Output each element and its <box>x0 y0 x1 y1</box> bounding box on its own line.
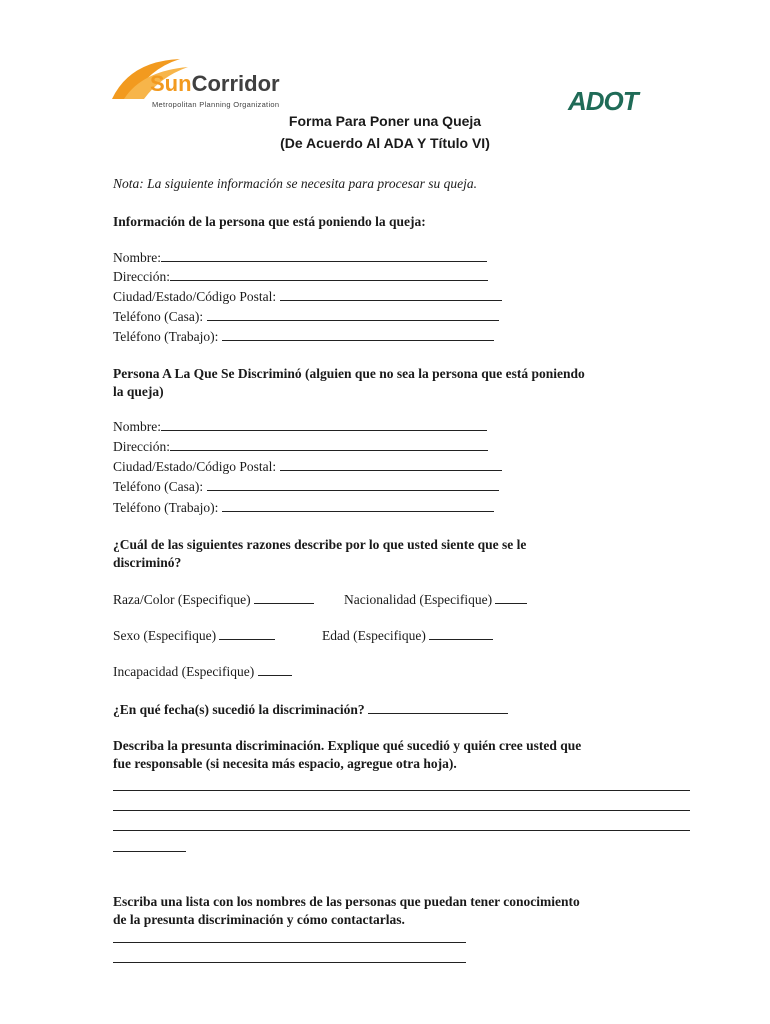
reasons-question-line1: ¿Cuál de las siguientes razones describe por lo que usted siente que se le <box>113 537 527 552</box>
field-label: Teléfono (Casa): <box>113 309 204 324</box>
disability-blank[interactable] <box>258 662 292 676</box>
sex-blank[interactable] <box>219 626 275 640</box>
victim-city-field[interactable] <box>113 457 502 477</box>
nationality-field[interactable] <box>344 590 527 610</box>
field-label: ¿En qué fecha(s) sucedió la discriminación? <box>113 702 365 717</box>
work-phone-blank[interactable] <box>222 327 494 341</box>
home-phone-blank[interactable] <box>207 307 499 321</box>
address-blank[interactable] <box>170 267 488 281</box>
describe-instructions-line2: fue responsable (si necesita más espacio, agregue otra hoja). <box>113 756 457 771</box>
field-label: Dirección: <box>113 439 170 454</box>
witnesses-instructions-line2: de la presunta discriminación y cómo contactarlas. <box>113 912 405 927</box>
field-label: Incapacidad (Especifique) <box>113 664 255 679</box>
field-label: Edad (Especifique) <box>322 628 426 643</box>
age-blank[interactable] <box>429 626 493 640</box>
field-label: Raza/Color (Especifique) <box>113 592 251 607</box>
witness-line[interactable] <box>113 942 466 943</box>
victim-home-phone-field[interactable] <box>113 477 499 497</box>
address-blank[interactable] <box>170 437 488 451</box>
field-label: Nombre: <box>113 250 161 265</box>
complainant-heading: Información de la persona que está poniendo la queja: <box>113 214 426 229</box>
reasons-question-line2: discriminó? <box>113 555 182 570</box>
home-phone-blank[interactable] <box>207 477 499 491</box>
city-blank[interactable] <box>280 457 502 471</box>
form-title-line1: Forma Para Poner una Queja <box>288 113 482 129</box>
form-title-line2: (De Acuerdo Al ADA Y Título VI) <box>280 135 490 151</box>
field-label: Dirección: <box>113 269 170 284</box>
work-phone-blank[interactable] <box>222 498 494 512</box>
victim-name-field[interactable] <box>113 417 487 437</box>
witnesses-instructions-line1: Escriba una lista con los nombres de las personas que puedan tener conocimiento <box>113 894 580 909</box>
description-line[interactable] <box>113 810 690 811</box>
age-field[interactable] <box>322 626 493 646</box>
nationality-blank[interactable] <box>495 590 527 604</box>
field-label: Ciudad/Estado/Código Postal: <box>113 459 277 474</box>
field-label: Sexo (Especifique) <box>113 628 217 643</box>
victim-heading-line1: Persona A La Que Se Discriminó (alguien que no sea la persona que está poniendo <box>113 366 585 381</box>
complainant-address-field[interactable] <box>113 267 488 287</box>
disability-field[interactable] <box>113 662 292 682</box>
date-blank[interactable] <box>368 700 508 714</box>
name-blank[interactable] <box>161 417 487 431</box>
date-field[interactable] <box>113 700 508 720</box>
field-label: Nombre: <box>113 419 161 434</box>
victim-heading-line2: la queja) <box>113 384 164 399</box>
field-label: Teléfono (Casa): <box>113 479 204 494</box>
description-line[interactable] <box>113 851 186 852</box>
field-label: Ciudad/Estado/Código Postal: <box>113 289 277 304</box>
city-blank[interactable] <box>280 287 502 301</box>
witness-line[interactable] <box>113 962 466 963</box>
description-line[interactable] <box>113 790 690 791</box>
describe-instructions-line1: Describa la presunta discriminación. Explique qué sucedió y quién cree usted que <box>113 738 582 753</box>
race-blank[interactable] <box>254 590 314 604</box>
field-label: Nacionalidad (Especifique) <box>344 592 493 607</box>
complainant-home-phone-field[interactable] <box>113 307 499 327</box>
suncorridor-logo <box>110 55 280 115</box>
race-field[interactable] <box>113 590 314 610</box>
adot-logo: ADOT <box>568 86 638 116</box>
logo-tagline: Metropolitan Planning Organization <box>152 100 280 109</box>
name-blank[interactable] <box>161 248 487 262</box>
field-label: Teléfono (Trabajo): <box>113 500 219 515</box>
complainant-name-field[interactable] <box>113 248 487 268</box>
victim-address-field[interactable] <box>113 437 488 457</box>
description-line[interactable] <box>113 830 690 831</box>
logo-sun-text: Sun <box>150 71 192 96</box>
logo-corridor-text: Corridor <box>191 71 280 96</box>
field-label: Teléfono (Trabajo): <box>113 329 219 344</box>
complainant-work-phone-field[interactable] <box>113 327 494 347</box>
note-text: Nota: La siguiente información se necesita para procesar su queja. <box>113 176 477 191</box>
sex-field[interactable] <box>113 626 275 646</box>
complainant-city-field[interactable] <box>113 287 502 307</box>
victim-work-phone-field[interactable] <box>113 498 494 518</box>
